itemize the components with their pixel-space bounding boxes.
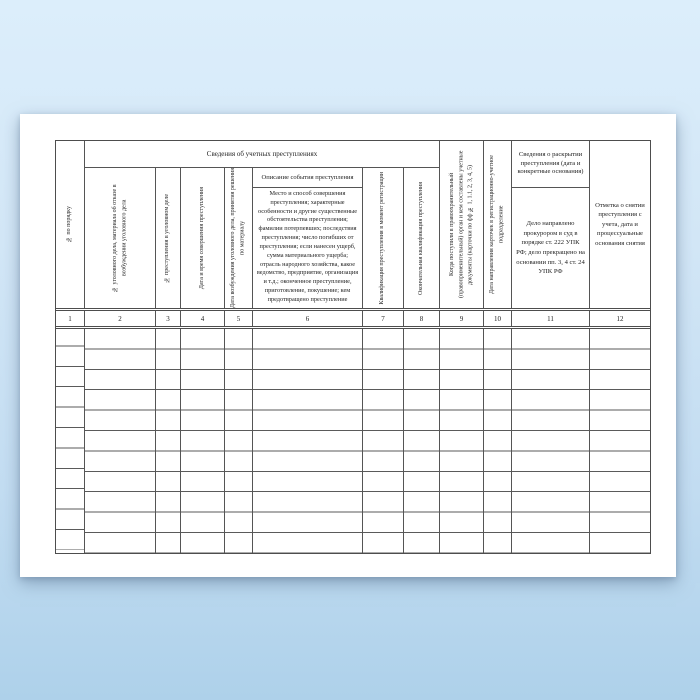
journal-page [20,114,676,577]
col-number-4: 4 [181,311,225,326]
crime-journal-table [55,140,651,554]
body-col-8 [404,329,440,553]
col-number-8: 8 [404,311,440,326]
table-header [56,141,650,308]
col-header-10-label: Дата направления карточек в регистрационно-учетное подразделение [489,155,505,294]
body-col-5 [225,329,253,553]
body-col-3 [156,329,181,553]
col-number-7: 7 [363,311,404,326]
col-header-12: Отметка о снятии преступления с учета, дата и процессуальные основания снятия [595,201,645,247]
col-number-1: 1 [56,311,85,326]
group-header: Сведения об учетных преступлениях [85,141,440,168]
col-number-9: 9 [440,311,484,326]
table-body [56,329,650,553]
col-header-2-label: № уголовного дела, материала об отказе в возбуждении уголовного дела [111,184,127,292]
col-header-8-label: Окончательная квалификация преступления [417,181,424,295]
col11-description: Дело направлено прокурором в суд в порядке ст. 222 УПК РФ; дело прекращено на основании пп. 3, 4 ст. 24 УПК РФ [512,188,590,308]
body-col-10 [484,329,512,553]
col-number-11: 11 [512,311,590,326]
col-header-1 [56,141,85,308]
body-col-12 [590,329,650,553]
col-header-2 [85,168,156,308]
col-header-7-label: Квалификация преступления в момент регистрации [379,171,386,305]
body-col-1 [56,329,85,553]
col-header-7 [363,168,404,308]
body-col-4 [181,329,225,553]
col-header-4-label: Дата и время совершения преступления [198,186,205,290]
body-col-9 [440,329,484,553]
col-number-6: 6 [253,311,363,326]
body-col-7 [363,329,404,553]
body-col-11 [512,329,590,553]
col-header-8 [404,168,440,308]
col-header-3-label: № преступления в уголовном деле [164,193,171,283]
col-number-12: 12 [616,314,624,323]
col11-header: Сведения о раскрытии преступления (дата и конкретные основания) [512,141,590,188]
col-header-5-label: Дата возбуждения уголовного дела, принятия решения по материалу [230,168,246,308]
col6-description: Место и способ совершения преступления; характерные особенности и другие существенные обстоятельства преступления; фамилии потерпевших; последствия преступления; число погибших от преступления; если нанесен ущерб, сумма материального ущерба; отрасль народного хозяйства, какое ведомство, предприятие, организация и т.д.; оконченное преступление, приготовление, покушение; кем предотвращено преступление [253,188,363,308]
col-header-9 [440,141,484,308]
col-header-4 [181,168,225,308]
col-header-10 [484,141,512,308]
body-col-6 [253,329,363,553]
col-header-9-label: Когда поступили в правоохранительный (правоприменительный) орган и кем составлены учетные документы (карточки по фф № 1, 1.1, 2, 3, 4, 5) [448,150,474,299]
col6-subheader: Описание события преступления [253,168,363,188]
body-col-2 [85,329,156,553]
col-header-5 [225,168,253,308]
col-number-3: 3 [156,311,181,326]
col-number-5: 5 [225,311,253,326]
col-header-1-label: № по порядку [66,206,73,243]
col-header-3 [156,168,181,308]
col-number-10: 10 [484,311,512,326]
col-number-2: 2 [85,311,156,326]
column-number-row [56,308,650,329]
